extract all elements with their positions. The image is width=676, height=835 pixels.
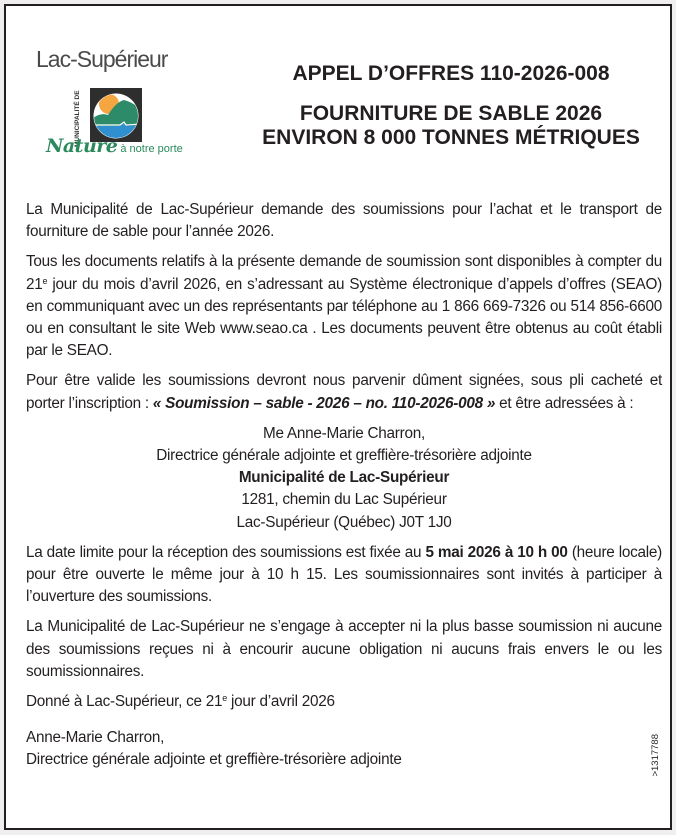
notice-subtitle-line-2: ENVIRON 8 000 TONNES MÉTRIQUES bbox=[262, 126, 640, 149]
paragraph-validity-text-a: Pour être valide les soumissions devront nous parvenir dûment signées, sous pli cacheté et porter l’inscription : bbox=[26, 372, 662, 412]
signature-name: Anne-Marie Charron, bbox=[26, 729, 165, 747]
notice-subtitle-line-1: FOURNITURE DE SABLE 2026 bbox=[299, 102, 603, 125]
ordinal-suffix: e bbox=[42, 275, 48, 286]
paragraph-documents-text-a: Tous les documents relatifs à la présente demande de soumission sont disponibles à compter du 21 bbox=[26, 253, 662, 293]
address-city: Lac-Supérieur (Québec) J0T 1J0 bbox=[236, 513, 452, 531]
notice-frame bbox=[4, 4, 672, 830]
municipality-logo bbox=[36, 46, 211, 161]
paragraph-deadline-text-b: (heure locale) pour être ouverte le même jour à 10 h 15. Les soumissionnaires sont invités à participer à l’ouverture des soumissions. bbox=[26, 543, 663, 606]
logo-emblem bbox=[90, 88, 142, 142]
logo-tagline-rest: à notre porte bbox=[120, 143, 183, 155]
submission-inscription: « Soumission – sable - 2026 – no. 110-2026-008 » bbox=[152, 394, 496, 412]
logo-tagline bbox=[46, 135, 183, 157]
paragraph-intro: La Municipalité de Lac-Supérieur demande des soumissions pour l’achat et le transport de fourniture de sable pour l’année 2026. bbox=[26, 201, 662, 241]
logo-vertical-label: MUNICIPALITÉ DE bbox=[74, 90, 81, 147]
paragraph-documents bbox=[26, 251, 662, 362]
notice-headings bbox=[221, 62, 676, 150]
ad-reference-number-text: >1317788 bbox=[650, 734, 661, 777]
address-organization: Municipalité de Lac-Supérieur bbox=[238, 469, 450, 487]
paragraph-validity bbox=[26, 370, 662, 414]
landscape-icon bbox=[90, 88, 142, 142]
signature-block bbox=[26, 727, 662, 771]
given-at-text-b: jour d’avril 2026 bbox=[227, 693, 335, 711]
address-recipient: Me Anne-Marie Charron, bbox=[263, 424, 425, 442]
paragraph-given-at bbox=[26, 691, 662, 713]
address-street: 1281, chemin du Lac Supérieur bbox=[241, 491, 447, 509]
address-title: Directrice générale adjointe et greffière-trésorière adjointe bbox=[156, 447, 532, 465]
paragraph-validity-text-b: et être adressées à : bbox=[495, 394, 634, 412]
notice-title: APPEL D’OFFRES 110-2026-008 bbox=[292, 62, 610, 85]
mailing-address bbox=[26, 423, 662, 534]
notice-body bbox=[26, 199, 662, 772]
paragraph-deadline bbox=[26, 542, 662, 609]
paragraph-disclaimer: La Municipalité de Lac-Supérieur ne s’engage à accepter ni la plus basse soumission ni aucune des soumissions reçues ni à encourir aucune obligation ni aucuns frais envers le ou les soumissionnaires. bbox=[26, 618, 662, 680]
ordinal-suffix: e bbox=[222, 693, 228, 704]
paragraph-documents-text-b: jour du mois d’avril 2026, en s’adressant au Système électronique d’appels d’offres (SEAO) en communiquant avec un des représentants par téléphone au 1 866 669-7326 ou 514 856-6600 ou en consultant le site Web www.seao.ca . Les documents peuvent être obtenus au coût établi par le SEAO. bbox=[26, 275, 662, 360]
paragraph-deadline-text-a: La date limite pour la réception des soumissions est fixée au bbox=[26, 543, 426, 561]
logo-name: Lac-Supérieur bbox=[36, 46, 168, 72]
signature-title: Directrice générale adjointe et greffière-trésorière adjointe bbox=[26, 751, 402, 769]
given-at-text-a: Donné à Lac-Supérieur, ce 21 bbox=[26, 693, 223, 711]
logo-tagline-script: Nature bbox=[46, 135, 118, 157]
deadline-datetime: 5 mai 2026 à 10 h 00 bbox=[425, 543, 568, 561]
